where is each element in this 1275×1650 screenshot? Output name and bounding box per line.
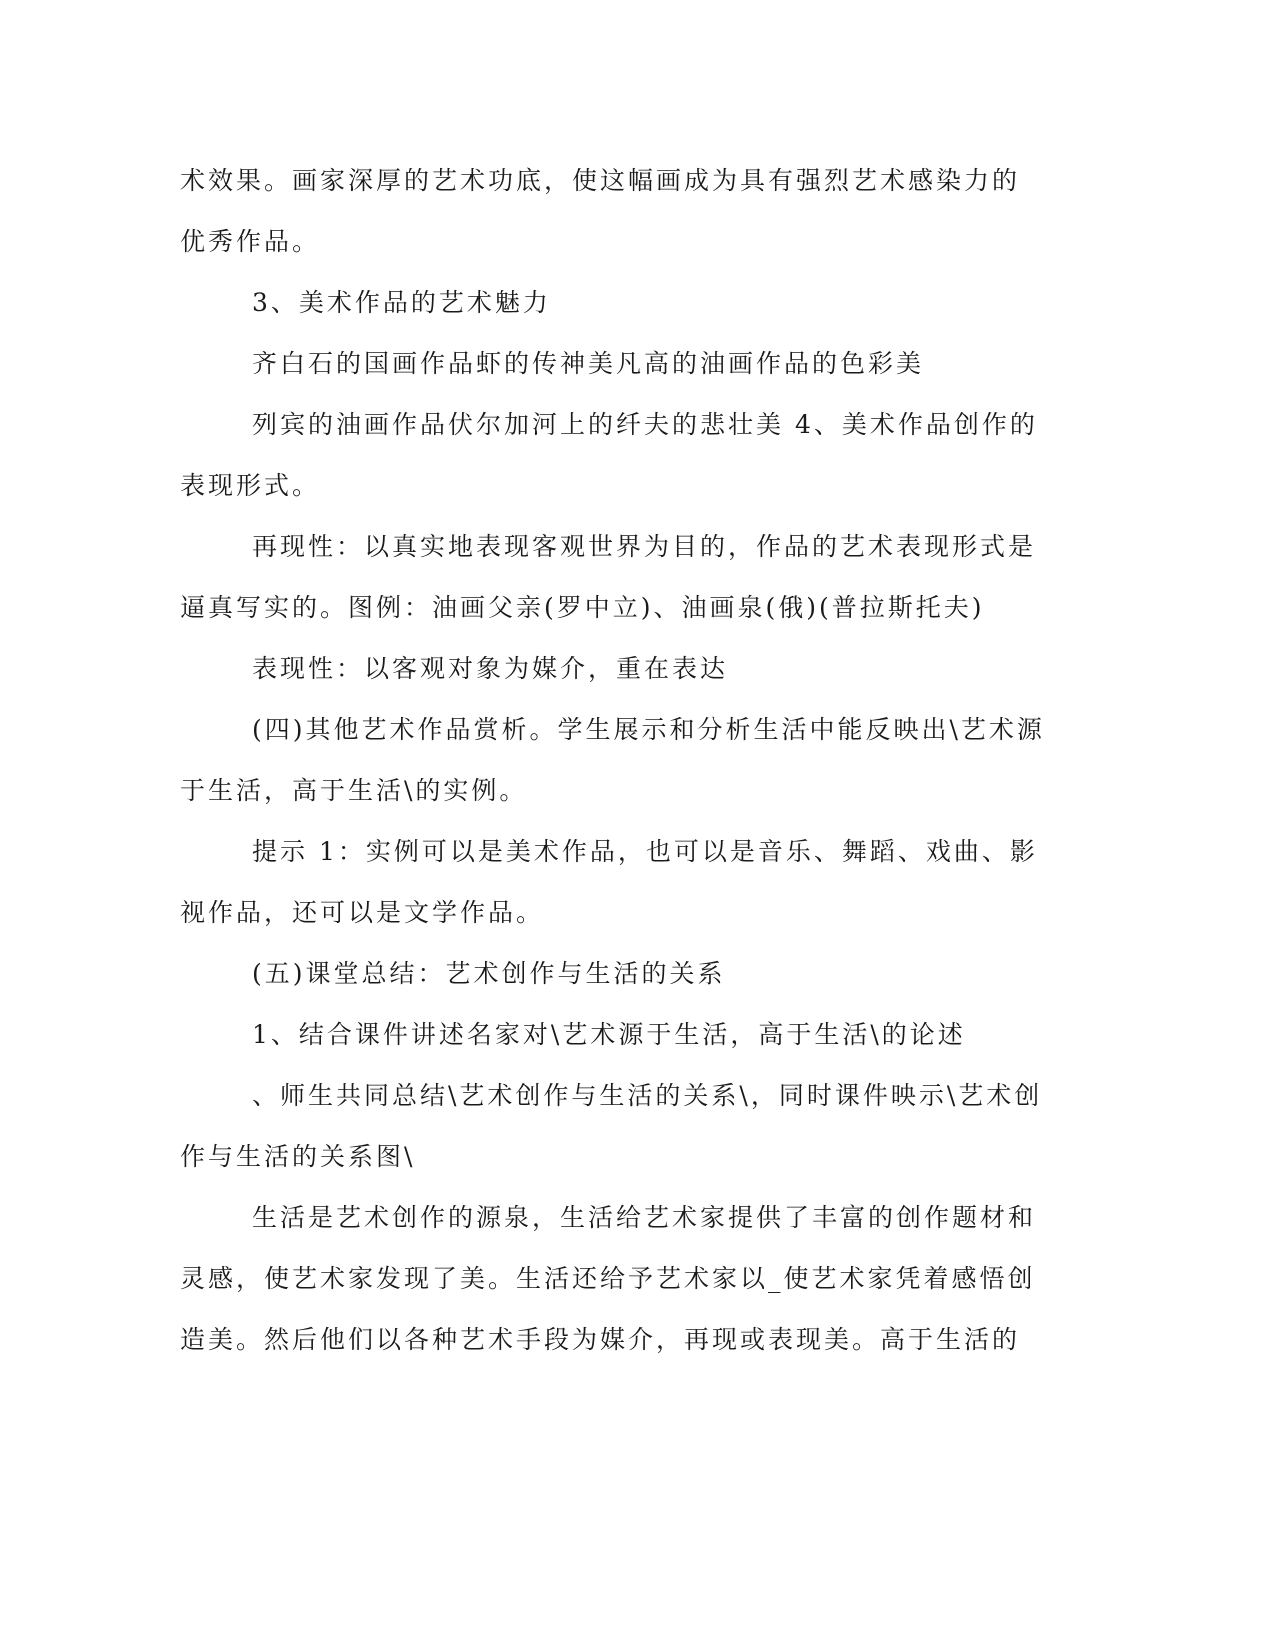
text-line: 提示 1：实例可以是美术作品，也可以是音乐、舞蹈、戏曲、影 xyxy=(252,837,1038,866)
text-line: 1、结合课件讲述名家对\艺术源于生活，高于生活\的论述 xyxy=(252,1020,966,1049)
text-line: 优秀作品。 xyxy=(180,227,321,256)
text-line: 、师生共同总结\艺术创作与生活的关系\，同时课件映示\艺术创 xyxy=(252,1081,1043,1110)
text-line: 灵感，使艺术家发现了美。生活还给予艺术家以_使艺术家凭着感悟创 xyxy=(180,1264,1036,1293)
text-line: 于生活，高于生活\的实例。 xyxy=(180,776,528,805)
text-line: 术效果。画家深厚的艺术功底，使这幅画成为具有强烈艺术感染力的 xyxy=(180,166,1021,195)
text-line: 逼真写实的。图例：油画父亲(罗中立)、油画泉(俄)(普拉斯托夫) xyxy=(180,593,985,622)
section-heading: (五)课堂总结：艺术创作与生活的关系 xyxy=(252,959,726,988)
text-line: 视作品，还可以是文学作品。 xyxy=(180,898,545,927)
text-line: 再现性：以真实地表现客观世界为目的，作品的艺术表现形式是 xyxy=(252,532,1037,561)
section-heading: (四)其他艺术作品赏析。学生展示和分析生活中能反映出\艺术源 xyxy=(252,715,1045,744)
text-line: 列宾的油画作品伏尔加河上的纤夫的悲壮美 4、美术作品创作的 xyxy=(252,410,1038,439)
text-line: 齐白石的国画作品虾的传神美凡高的油画作品的色彩美 xyxy=(252,349,925,378)
text-line: 造美。然后他们以各种艺术手段为媒介，再现或表现美。高于生活的 xyxy=(180,1325,1021,1354)
text-line: 生活是艺术创作的源泉，生活给艺术家提供了丰富的创作题材和 xyxy=(252,1203,1037,1232)
text-line: 表现性：以客观对象为媒介，重在表达 xyxy=(252,654,729,683)
document-page xyxy=(180,150,1045,1370)
text-line: 作与生活的关系图\ xyxy=(180,1142,416,1171)
text-line: 表现形式。 xyxy=(180,471,321,500)
section-heading: 3、美术作品的艺术魅力 xyxy=(252,288,551,317)
